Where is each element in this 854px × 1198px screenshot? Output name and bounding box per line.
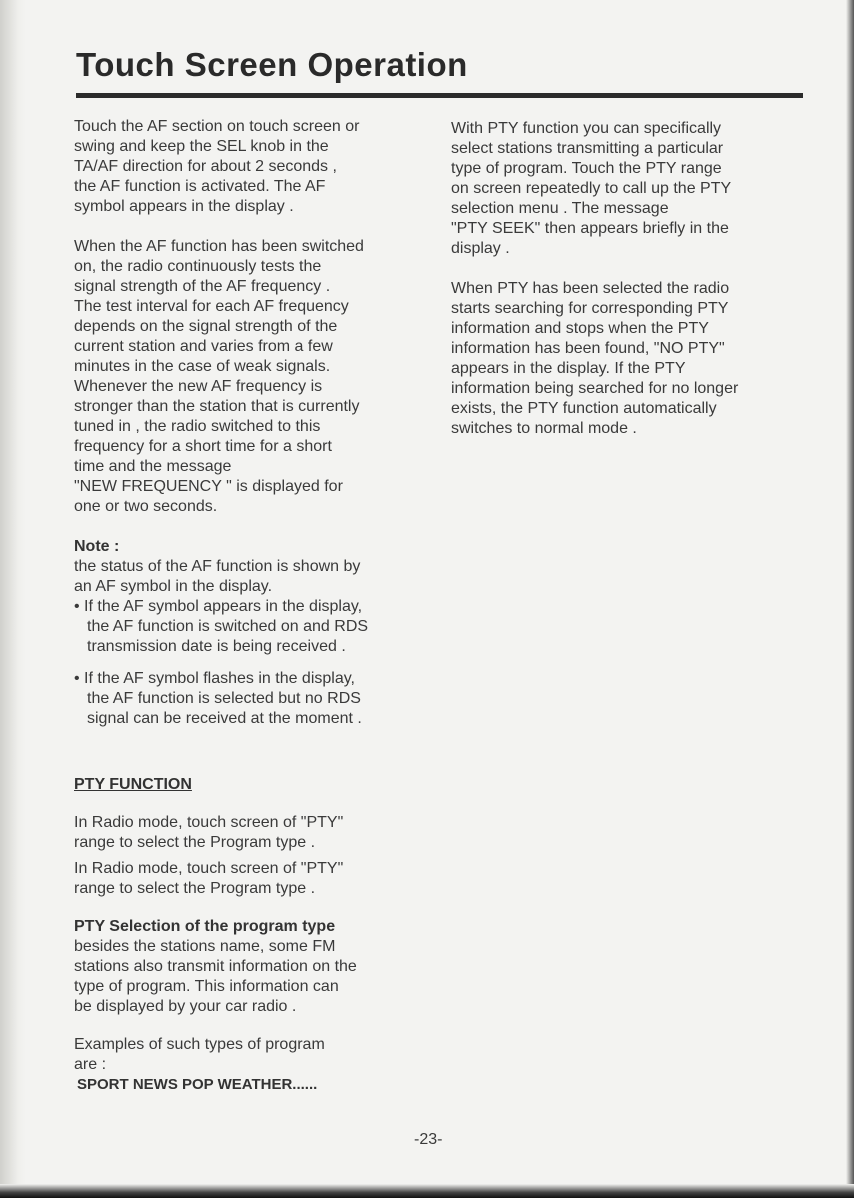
pty-selection-heading: PTY Selection of the program type (74, 918, 336, 935)
note-bullet-af-appears: • If the AF symbol appears in the display, the AF function is switched on and RDS transmission date is being received . (74, 598, 369, 655)
left-column (74, 117, 436, 1095)
note-text: the status of the AF function is shown by an AF symbol in the display. (74, 558, 361, 595)
title-rule (76, 93, 803, 98)
pty-paragraph-1: In Radio mode, touch screen of "PTY" range to select the Program type . (74, 814, 344, 851)
examples-intro: Examples of such types of program are : (74, 1036, 325, 1073)
examples-list: SPORT NEWS POP WEATHER...... (77, 1076, 318, 1093)
page-title: Touch Screen Operation (76, 46, 468, 83)
page-edge-shadow-right (846, 0, 854, 1198)
af-switched-paragraph: When the AF function has been switched on, the radio continuously tests the signal strength of the AF frequency . The test interval for each AF frequency depends on the signal strength of the current station and varies from a few minutes in the case of weak signals. Whenever the new AF frequency is stronger than the station that is currently tuned in , the radio switched to this frequency for a short time for a short time and the message "NEW FREQUENCY " is displayed for one or two seconds. (74, 238, 364, 515)
note-bullet-af-flashes: • If the AF symbol flashes in the display, the AF function is selected but no RDS signal can be received at the moment . (74, 670, 362, 727)
page-edge-shadow-left (0, 0, 26, 1198)
right-column (451, 119, 801, 439)
pty-function-description: With PTY function you can specifically select stations transmitting a particular type of program. Touch the PTY range on screen repeatedly to call up the PTY selection menu . The message "PTY SEEK" then appears briefly in the display . (451, 120, 732, 257)
page-number: -23- (414, 1131, 443, 1148)
pty-paragraph-2: In Radio mode, touch screen of "PTY" range to select the Program type . (74, 860, 344, 897)
pty-selection-text: besides the stations name, some FM stations also transmit information on the type of program. This information can be displayed by your car radio . (74, 938, 357, 1015)
af-intro-paragraph: Touch the AF section on touch screen or swing and keep the SEL knob in the TA/AF direction for about 2 seconds , the AF function is activated. The AF symbol appears in the display . (74, 118, 360, 215)
pty-selected-description: When PTY has been selected the radio starts searching for corresponding PTY information and stops when the PTY information has been found, "NO PTY" appears in the display. If the PTY information being searched for no longer exists, the PTY function automatically switches to normal mode . (451, 280, 739, 437)
pty-function-heading: PTY FUNCTION (74, 776, 192, 793)
page-edge-shadow-bottom (0, 1184, 854, 1198)
note-label: Note : (74, 538, 120, 555)
